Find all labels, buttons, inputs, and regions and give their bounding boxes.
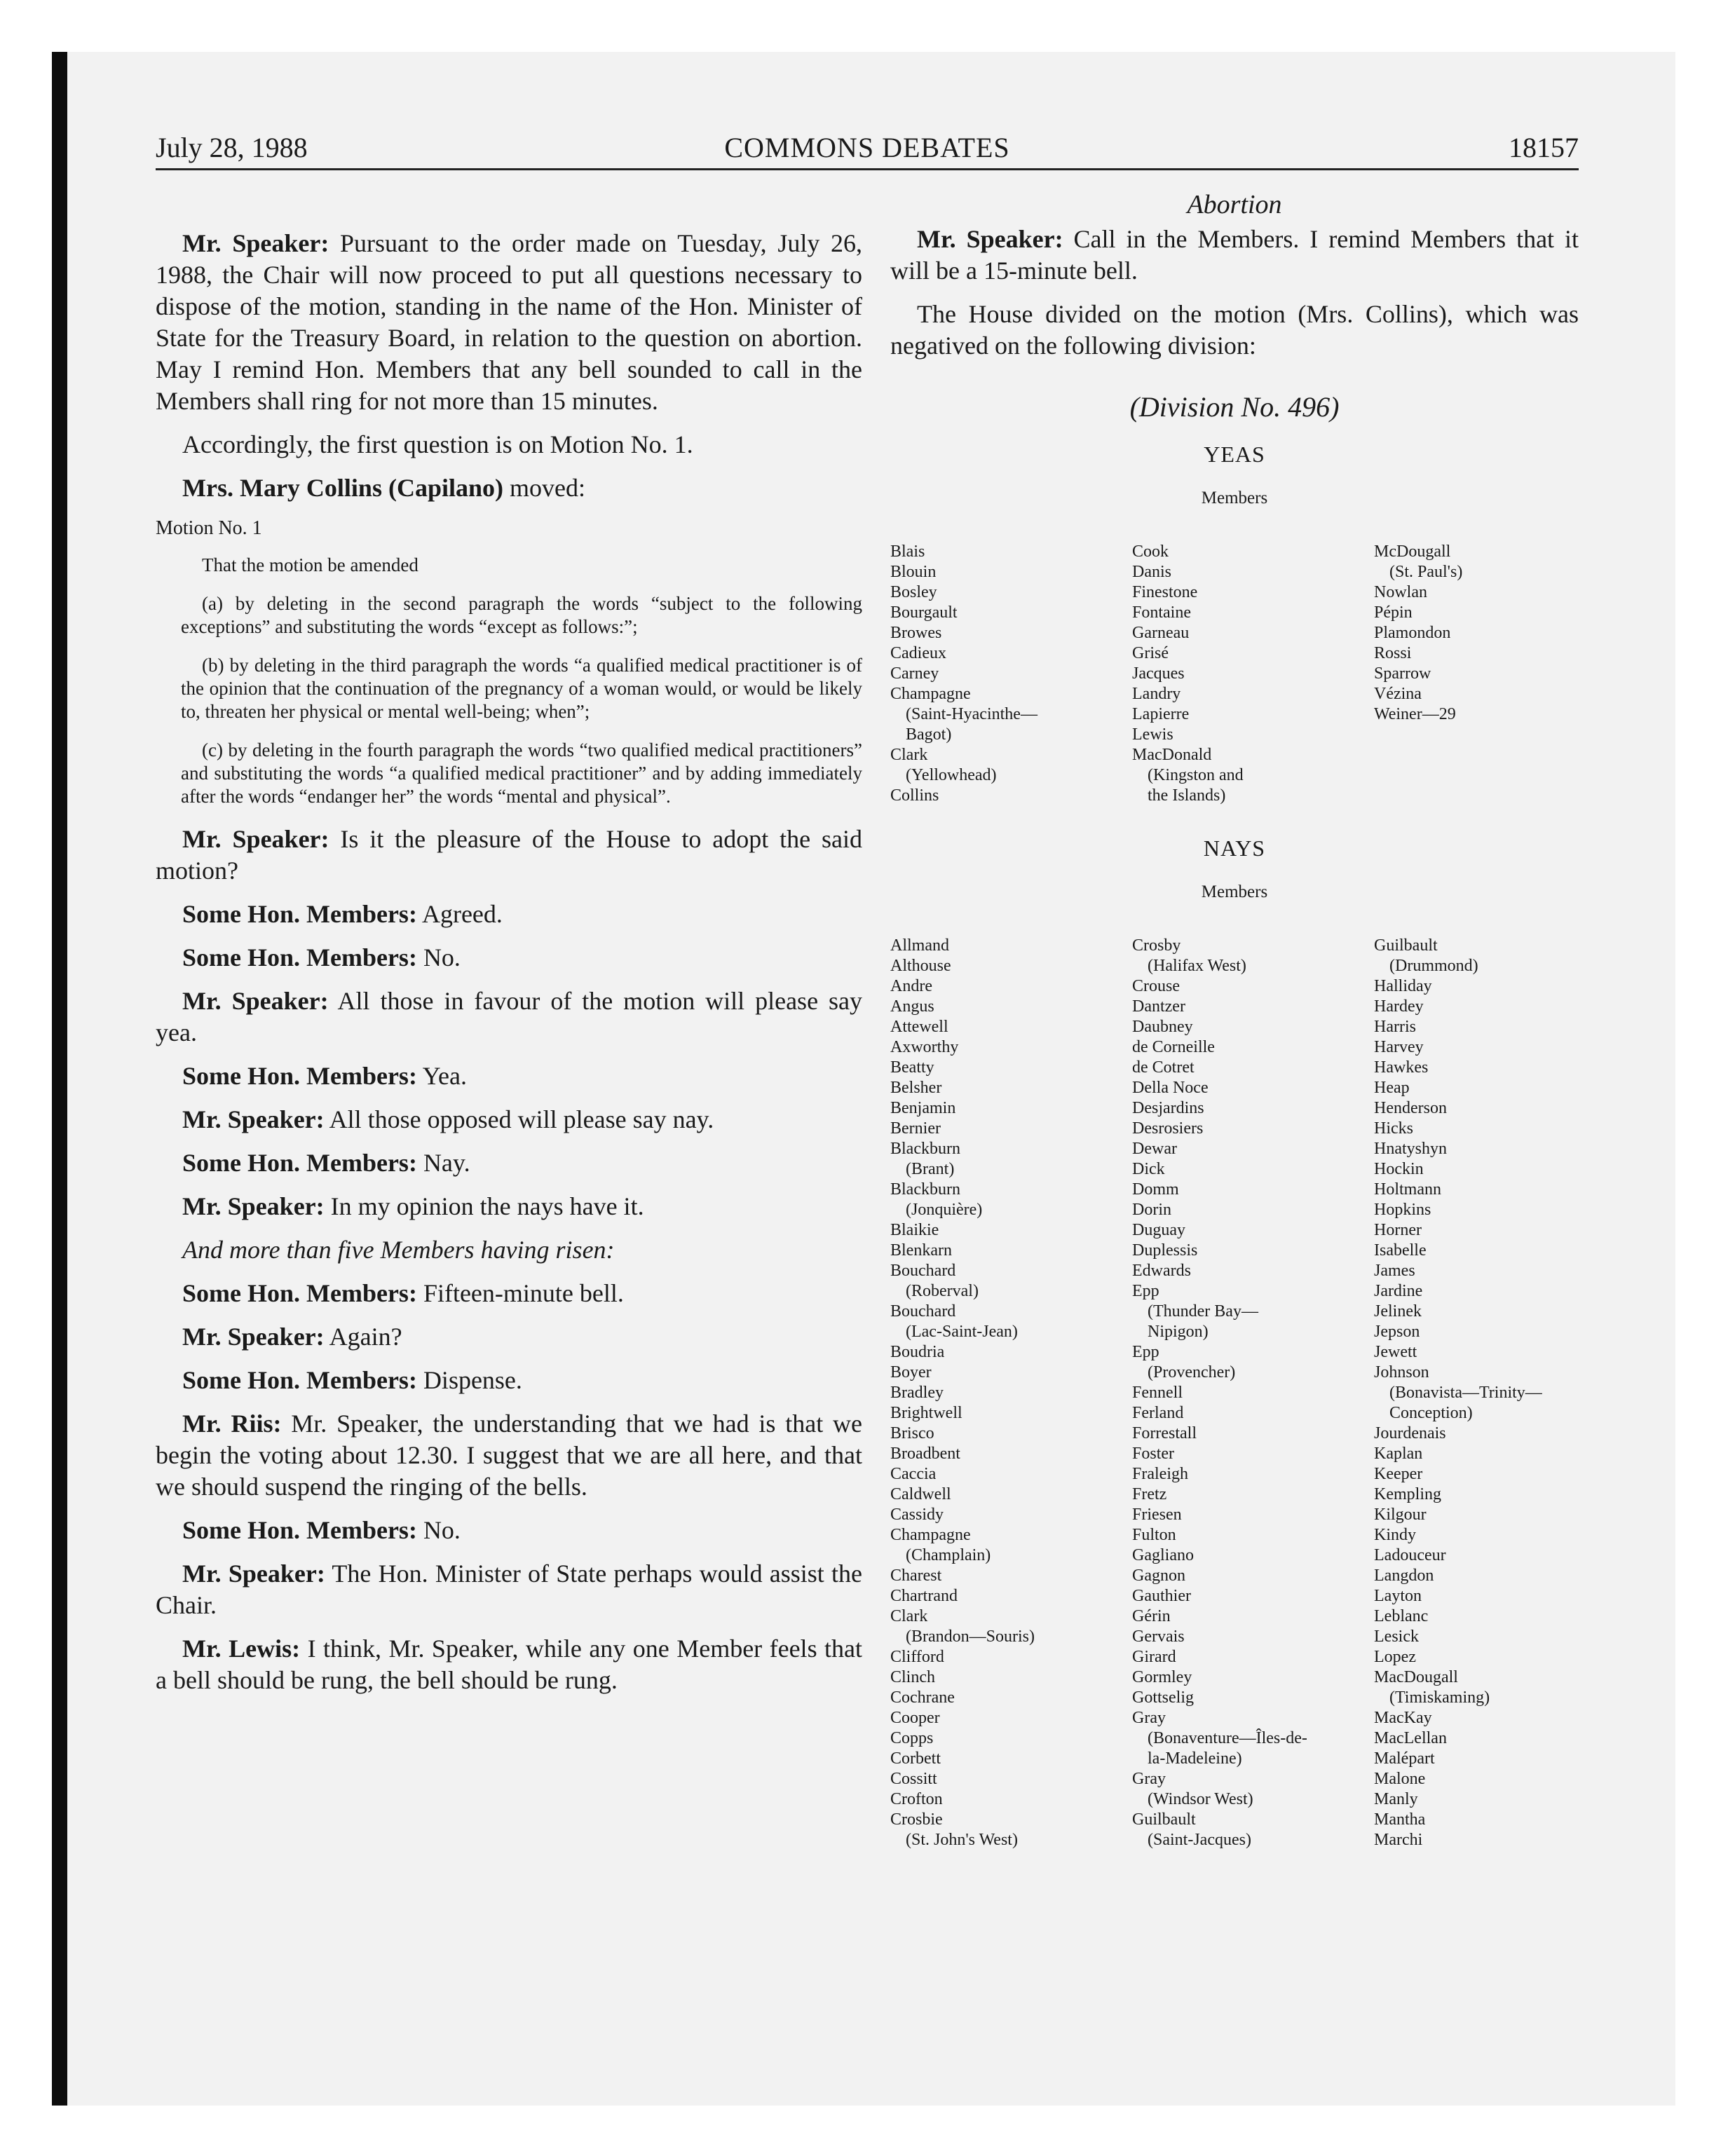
member-column <box>1374 542 1462 725</box>
member-name: Halliday <box>1374 977 1432 995</box>
member-name: Champagne <box>890 1526 971 1544</box>
member-name: Blenkarn <box>890 1241 952 1260</box>
motion-paragraph: (c) by deleting in the fourth paragraph the words “two qualified medical practitioners” and substituting the words “a qualified medical practitioner” and by adding immediately after the words “endanger her” the words “mental and physical”. <box>181 739 862 807</box>
member-name: Browes <box>890 624 942 642</box>
member-name: Rossi <box>1374 644 1412 662</box>
member-name: Marchi <box>1374 1831 1423 1849</box>
member-name: Boudria <box>890 1343 945 1361</box>
member-name: Dorin <box>1132 1201 1171 1219</box>
riding-name: (Bonaventure—Îles-de- <box>1148 1729 1307 1747</box>
member-name: Henderson <box>1374 1099 1447 1117</box>
member-name: Chartrand <box>890 1587 958 1605</box>
member-name: Gray <box>1132 1770 1166 1788</box>
yeas-member-list <box>890 542 1579 822</box>
member-name: Kilgour <box>1374 1506 1427 1524</box>
member-name: Collins <box>890 786 939 805</box>
member-name: Holtmann <box>1374 1180 1441 1199</box>
speech-text: Again? <box>324 1323 402 1351</box>
member-name: Layton <box>1374 1587 1422 1605</box>
speech-paragraph <box>156 1060 862 1092</box>
member-column <box>890 936 1035 1850</box>
speech-paragraph <box>156 429 862 460</box>
member-name: Daubney <box>1132 1018 1193 1036</box>
member-name: Sparrow <box>1374 664 1431 683</box>
member-name: Clark <box>890 746 928 764</box>
member-name: Friesen <box>1132 1506 1182 1524</box>
member-name: de Cotret <box>1132 1058 1195 1077</box>
speaker-name: Some Hon. Members: <box>182 1062 417 1090</box>
member-name: Guilbault <box>1132 1810 1196 1829</box>
riding-name: (Bonavista—Trinity— <box>1389 1384 1542 1402</box>
riding-name: (Timiskaming) <box>1389 1688 1490 1707</box>
speaker-name: Some Hon. Members: <box>182 943 417 971</box>
speech-text: Yea. <box>416 1062 467 1090</box>
member-name: Edwards <box>1132 1262 1191 1280</box>
motion-label: Motion No. 1 <box>156 517 262 539</box>
member-name: Nowlan <box>1374 583 1427 601</box>
member-name: MacKay <box>1374 1709 1432 1727</box>
member-name: Epp <box>1132 1343 1159 1361</box>
member-name: Crosbie <box>890 1810 943 1829</box>
member-name: Caldwell <box>890 1485 951 1503</box>
member-name: Dick <box>1132 1160 1165 1178</box>
speech-paragraph <box>156 1234 862 1266</box>
member-name: Hockin <box>1374 1160 1424 1178</box>
riding-name: (Halifax West) <box>1148 957 1246 975</box>
riding-name: (Brandon—Souris) <box>906 1628 1035 1646</box>
motion-paragraph: (a) by deleting in the second paragraph the words “subject to the following exceptions” and substituting the words “except as follows:”; <box>181 593 862 637</box>
speech-paragraph <box>156 1633 862 1696</box>
riding-name: (Roberval) <box>906 1282 979 1300</box>
member-name: Blais <box>890 543 925 561</box>
speech-paragraph <box>890 224 1579 287</box>
member-name: Plamondon <box>1374 624 1451 642</box>
member-name: Blaikie <box>890 1221 939 1239</box>
riding-name: (Champlain) <box>906 1546 991 1564</box>
member-name: Girard <box>1132 1648 1176 1666</box>
riding-name: the Islands) <box>1148 786 1226 805</box>
speaker-name: Mrs. Mary Collins (Capilano) <box>182 474 503 502</box>
member-column <box>1132 542 1244 806</box>
riding-name: (Drummond) <box>1389 957 1478 975</box>
member-name: Johnson <box>1374 1363 1429 1381</box>
member-column <box>1374 936 1542 1850</box>
speech-paragraph <box>156 942 862 974</box>
speech-paragraph <box>890 299 1579 362</box>
member-name: Gagliano <box>1132 1546 1194 1564</box>
member-name: Jewett <box>1374 1343 1417 1361</box>
member-name: Ferland <box>1132 1404 1184 1422</box>
member-name: Malone <box>1374 1770 1426 1788</box>
member-name: Landry <box>1132 685 1181 703</box>
member-name: Domm <box>1132 1180 1179 1199</box>
speaker-name: Mr. Lewis: <box>182 1635 301 1663</box>
member-name: Clinch <box>890 1668 935 1686</box>
member-name: Crofton <box>890 1790 943 1808</box>
speech-text: Mr. Speaker, the understanding that we had is that we begin the voting about 12.30. I suggest that we are all here, and that we should suspend the ringing of the bells. <box>156 1410 862 1501</box>
speech-text: The Hon. Minister of State perhaps would assist the Chair. <box>156 1560 862 1619</box>
member-name: Jacques <box>1132 664 1185 683</box>
speech-text: In my opinion the nays have it. <box>324 1192 644 1220</box>
member-name: Attewell <box>890 1018 948 1036</box>
member-name: Bosley <box>890 583 937 601</box>
riding-name: (Saint-Jacques) <box>1148 1831 1251 1849</box>
member-name: Cassidy <box>890 1506 944 1524</box>
speaker-name: Some Hon. Members: <box>182 1516 417 1544</box>
riding-name: (Thunder Bay— <box>1148 1302 1258 1321</box>
member-name: Hopkins <box>1374 1201 1431 1219</box>
member-name: Caccia <box>890 1465 937 1483</box>
left-speeches-before <box>156 228 862 504</box>
header-title: COMMONS DEBATES <box>724 132 1010 163</box>
member-name: Bouchard <box>890 1302 956 1321</box>
member-name: Duplessis <box>1132 1241 1198 1260</box>
member-name: Gervais <box>1132 1628 1185 1646</box>
riding-name: (Saint-Hyacinthe— <box>906 705 1037 723</box>
member-name: Gagnon <box>1132 1567 1185 1585</box>
nays-subheading: Members <box>1201 882 1268 901</box>
member-name: Kempling <box>1374 1485 1441 1503</box>
speech-text: Is it the pleasure of the House to adopt the said motion? <box>156 825 863 885</box>
member-name: Guilbault <box>1374 936 1438 955</box>
speech-paragraph <box>156 1321 862 1353</box>
member-name: Andre <box>890 977 932 995</box>
speaker-name: Mr. Speaker: <box>182 229 329 257</box>
left-column <box>156 228 862 1708</box>
division-number: (Division No. 496) <box>1129 391 1340 423</box>
member-name: Cooper <box>890 1709 940 1727</box>
member-name: Champagne <box>890 685 971 703</box>
member-name: Epp <box>1132 1282 1159 1300</box>
member-name: McDougall <box>1374 543 1451 561</box>
speaker-name: Some Hon. Members: <box>182 1366 417 1394</box>
right-column <box>890 186 1579 1875</box>
riding-name: Conception) <box>1389 1404 1473 1422</box>
member-column <box>1132 936 1307 1850</box>
speech-paragraph <box>156 899 862 930</box>
member-name: Fontaine <box>1132 603 1191 622</box>
speaker-name: Mr. Speaker: <box>182 1323 325 1351</box>
riding-name: la-Madeleine) <box>1148 1749 1242 1768</box>
member-name: Harvey <box>1374 1038 1424 1056</box>
speaker-name: Mr. Speaker: <box>182 825 329 853</box>
speech-paragraph <box>156 1515 862 1546</box>
member-name: Della Noce <box>1132 1079 1209 1097</box>
member-name: Lewis <box>1132 725 1173 744</box>
speech-paragraph <box>156 228 862 417</box>
member-name: Dantzer <box>1132 997 1185 1016</box>
riding-name: (Jonquière) <box>906 1201 983 1219</box>
member-name: Angus <box>890 997 934 1016</box>
member-name: Bernier <box>890 1119 941 1138</box>
speaker-name: Mr. Speaker: <box>182 1105 325 1133</box>
speech-paragraph <box>156 1191 862 1222</box>
member-name: Gormley <box>1132 1668 1192 1686</box>
member-name: Jourdenais <box>1374 1424 1446 1442</box>
member-name: Desjardins <box>1132 1099 1204 1117</box>
member-name: Leblanc <box>1374 1607 1429 1625</box>
page-header <box>156 133 1579 170</box>
member-name: MacLellan <box>1374 1729 1447 1747</box>
motion-paragraph: That the motion be amended <box>202 554 419 575</box>
member-name: Kindy <box>1374 1526 1416 1544</box>
member-name: Brisco <box>890 1424 934 1442</box>
member-name: Langdon <box>1374 1567 1434 1585</box>
riding-name: (Windsor West) <box>1148 1790 1253 1808</box>
member-name: Gauthier <box>1132 1587 1191 1605</box>
member-name: Vézina <box>1374 685 1422 703</box>
member-name: Charest <box>890 1567 942 1585</box>
speaker-name: Some Hon. Members: <box>182 1149 417 1177</box>
speech-paragraph <box>156 472 862 504</box>
member-name: Blackburn <box>890 1180 960 1199</box>
member-name: Carney <box>890 664 939 683</box>
member-name: Pépin <box>1374 603 1413 622</box>
member-name: Hnatyshyn <box>1374 1140 1447 1158</box>
right-speeches <box>890 224 1579 362</box>
member-name: Heap <box>1374 1079 1410 1097</box>
member-name: Boyer <box>890 1363 932 1381</box>
member-name: Lopez <box>1374 1648 1416 1666</box>
speech-text: Agreed. <box>416 900 503 928</box>
member-name: Lapierre <box>1132 705 1190 723</box>
member-name: Bourgault <box>890 603 958 622</box>
member-name: Cadieux <box>890 644 946 662</box>
riding-name: Bagot) <box>906 725 952 744</box>
member-name: Hicks <box>1374 1119 1413 1138</box>
nays-heading: NAYS <box>1203 835 1266 861</box>
member-name: Belsher <box>890 1079 942 1097</box>
speech-text: Fifteen-minute bell. <box>416 1279 624 1307</box>
speech-paragraph <box>156 1278 862 1309</box>
member-name: Danis <box>1132 563 1171 581</box>
member-name: Desrosiers <box>1132 1119 1204 1138</box>
member-name: Cook <box>1132 543 1169 561</box>
yeas-heading: YEAS <box>1204 442 1265 467</box>
member-name: Kaplan <box>1374 1445 1423 1463</box>
speaker-name: Mr. Riis: <box>182 1410 282 1438</box>
member-name: Corbett <box>890 1749 941 1768</box>
member-name: Bradley <box>890 1384 944 1402</box>
member-name: Beatty <box>890 1058 934 1077</box>
member-name: Gottselig <box>1132 1688 1194 1707</box>
speaker-name: Mr. Speaker: <box>182 1192 325 1220</box>
speech-paragraph <box>156 824 862 887</box>
speech-paragraph <box>156 1558 862 1621</box>
member-name: Hardey <box>1374 997 1424 1016</box>
member-name: Keeper <box>1374 1465 1423 1483</box>
member-name: de Corneille <box>1132 1038 1215 1056</box>
member-name: Duguay <box>1132 1221 1185 1239</box>
speech-text: No. <box>416 943 461 971</box>
speech-paragraph <box>156 1365 862 1396</box>
speech-text: Call in the Members. I remind Members that it will be a 15-minute bell. <box>890 225 1579 285</box>
member-name: Broadbent <box>890 1445 960 1463</box>
speaker-name: Mr. Speaker: <box>182 987 329 1015</box>
riding-name: (Provencher) <box>1148 1363 1236 1381</box>
member-name: Blackburn <box>890 1140 960 1158</box>
nays-member-list <box>890 936 1579 1875</box>
riding-name: (Yellowhead) <box>906 766 997 784</box>
member-name: Gray <box>1132 1709 1166 1727</box>
member-name: Dewar <box>1132 1140 1177 1158</box>
member-name: Crouse <box>1132 977 1180 995</box>
member-name: Isabelle <box>1374 1241 1427 1260</box>
riding-name: (Brant) <box>906 1160 955 1178</box>
speech-paragraph <box>156 1104 862 1135</box>
scan-binding-bar <box>52 52 67 2106</box>
speech-text: All those in favour of the motion will please say yea. <box>156 987 862 1046</box>
speech-text: Nay. <box>416 1149 470 1177</box>
member-name: Horner <box>1374 1221 1422 1239</box>
member-name: Hawkes <box>1374 1058 1429 1077</box>
riding-name: Nipigon) <box>1148 1323 1209 1341</box>
motion-text <box>156 554 862 808</box>
member-name: Fulton <box>1132 1526 1176 1544</box>
speech-paragraph <box>156 985 862 1049</box>
scan-bottom-margin <box>52 2106 1675 2156</box>
member-name: Mantha <box>1374 1810 1426 1829</box>
speech-paragraph <box>156 1147 862 1179</box>
member-name: Jardine <box>1374 1282 1423 1300</box>
member-name: Weiner—29 <box>1374 705 1456 723</box>
header-date: July 28, 1988 <box>156 132 308 163</box>
member-name: James <box>1374 1262 1415 1280</box>
header-page-number: 18157 <box>1509 132 1579 163</box>
speech-text: Pursuant to the order made on Tuesday, July 26, 1988, the Chair will now proceed to put all questions necessary to dispose of the motion, standing in the name of the Hon. Minister of State for the Treasury Board, in relation to the question on abortion. May I remind Hon. Members that any bell sounded to call in the Members shall ring for not more than 15 minutes. <box>156 229 863 415</box>
speech-paragraph <box>156 1408 862 1503</box>
member-name: Manly <box>1374 1790 1418 1808</box>
member-name: Blouin <box>890 563 937 581</box>
speech-text: moved: <box>503 474 585 502</box>
member-name: Lesick <box>1374 1628 1419 1646</box>
speech-text: Dispense. <box>416 1366 522 1394</box>
member-name: Copps <box>890 1729 934 1747</box>
scan-margin <box>0 0 52 2156</box>
member-name: MacDougall <box>1374 1668 1458 1686</box>
member-name: Malépart <box>1374 1749 1435 1768</box>
member-name: Cochrane <box>890 1688 955 1707</box>
member-name: Althouse <box>890 957 951 975</box>
left-speeches-after <box>156 824 862 1696</box>
member-name: Brightwell <box>890 1404 962 1422</box>
speech-text: The House divided on the motion (Mrs. Collins), which was negatived on the following division: <box>890 300 1579 360</box>
member-name: Garneau <box>1132 624 1190 642</box>
member-name: Cossitt <box>890 1770 937 1788</box>
member-name: Gérin <box>1132 1607 1171 1625</box>
speaker-name: Some Hon. Members: <box>182 1279 417 1307</box>
motion-paragraph: (b) by deleting in the third paragraph the words “a qualified medical practitioner is of the opinion that the continuation of the pregnancy of a woman would, or would be likely to, threaten her physical or mental well-being; when”; <box>181 655 862 722</box>
member-name: Clark <box>890 1607 928 1625</box>
member-name: Benjamin <box>890 1099 956 1117</box>
member-name: Forrestall <box>1132 1424 1197 1442</box>
member-name: Grisé <box>1132 644 1169 662</box>
member-name: Bouchard <box>890 1262 956 1280</box>
speaker-name: Mr. Speaker: <box>182 1560 325 1588</box>
speaker-name: Some Hon. Members: <box>182 900 417 928</box>
section-heading: Abortion <box>1187 190 1282 219</box>
speech-text: And more than five Members having risen: <box>182 1236 615 1264</box>
riding-name: (Lac-Saint-Jean) <box>906 1323 1018 1341</box>
member-name: Fraleigh <box>1132 1465 1188 1483</box>
member-name: Axworthy <box>890 1038 959 1056</box>
member-name: Fretz <box>1132 1485 1167 1503</box>
member-name: Jelinek <box>1374 1302 1422 1321</box>
speaker-name: Mr. Speaker: <box>917 225 1063 253</box>
speech-text: Accordingly, the first question is on Motion No. 1. <box>182 430 693 458</box>
yeas-subheading: Members <box>1201 489 1268 507</box>
member-name: Finestone <box>1132 583 1198 601</box>
speech-text: All those opposed will please say nay. <box>324 1105 714 1133</box>
member-name: Allmand <box>890 936 949 955</box>
member-name: Jepson <box>1374 1323 1420 1341</box>
member-column <box>890 542 1037 806</box>
member-name: MacDonald <box>1132 746 1212 764</box>
riding-name: (St. John's West) <box>906 1831 1018 1849</box>
member-name: Clifford <box>890 1648 944 1666</box>
member-name: Foster <box>1132 1445 1174 1463</box>
speech-text: I think, Mr. Speaker, while any one Member feels that a bell should be rung, the bell should be rung. <box>156 1635 863 1694</box>
riding-name: (St. Paul's) <box>1389 563 1463 581</box>
member-name: Crosby <box>1132 936 1181 955</box>
member-name: Fennell <box>1132 1384 1183 1402</box>
member-name: Ladouceur <box>1374 1546 1446 1564</box>
member-name: Harris <box>1374 1018 1416 1036</box>
riding-name: (Kingston and <box>1148 766 1244 784</box>
speech-text: No. <box>416 1516 461 1544</box>
